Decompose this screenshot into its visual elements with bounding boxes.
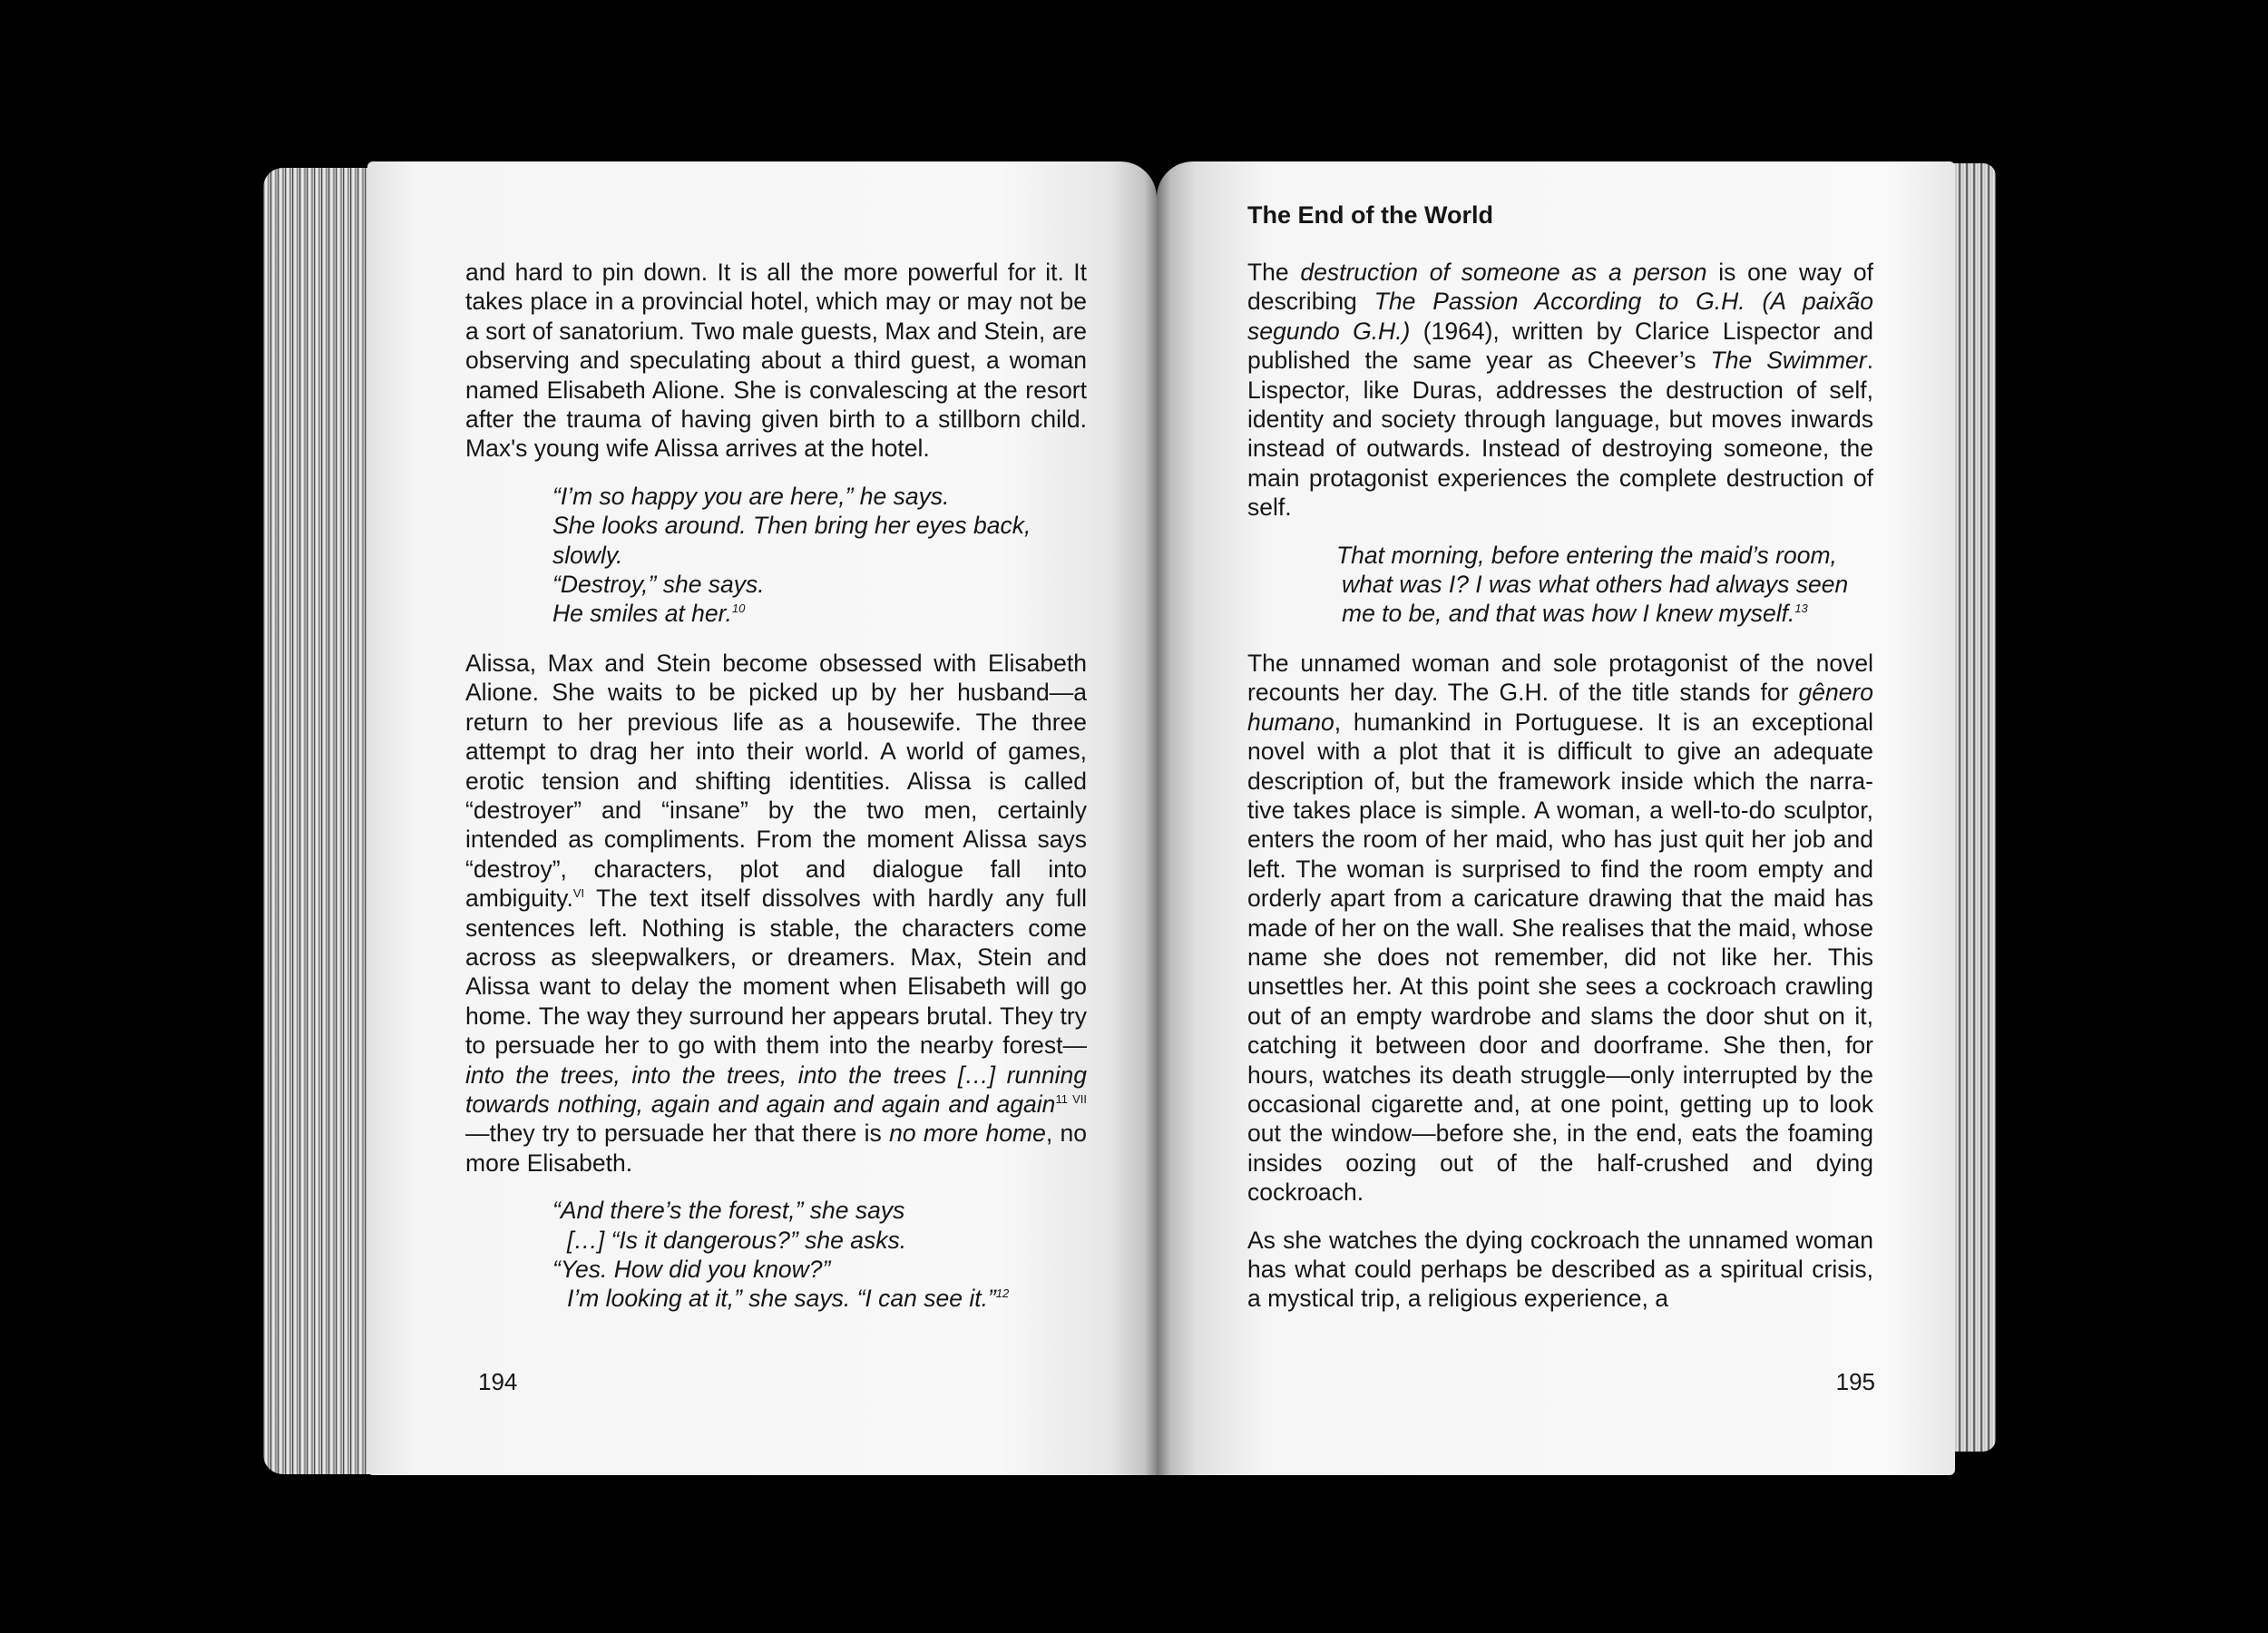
right-quote-line-3-text: me to be, and that was how I knew myself. (1342, 600, 1795, 628)
left-quote-1-line-5 (552, 599, 1087, 628)
left-paragraph-2 (465, 649, 1087, 1178)
left-paragraph-2-italic: into the trees, into the trees, into the trees […] running towards nothing, again and again and again and again (465, 1061, 1087, 1118)
note-vi: VI (572, 886, 585, 901)
left-quote-2-line-2: […] “Is it dangerous?” she asks. (567, 1226, 907, 1254)
running-head: The End of the World (1247, 201, 1493, 229)
right-page-text (1247, 258, 1873, 1332)
left-paragraph-2d: , no more Elisabeth. (465, 1120, 1087, 1177)
right-quote-line-1: That morning, before entering the maid’s room, (1336, 541, 1837, 569)
right-p2-italic: gênero humano (1247, 679, 1873, 736)
right-paragraph-3: As she watches the dying cockroach the unnamed woman has what could perhaps be described as a spiritual crisis, a mystical trip, a religious experience, a (1247, 1226, 1873, 1313)
left-quote-1-line-1: “I’m so happy you are here,” he says. (552, 482, 950, 510)
left-quote-2 (465, 1196, 1087, 1314)
left-paragraph-2a: Alissa, Max and Stein become obsessed with Elisabeth Alione. She waits to be picked up by her husband—a return to her previous life as a housewife. The three attempt to drag her into their world. A world of games, erotic tension and shifting identities. Alissa is called “destroyer” and “insane” by the two men, certainly intended as compliments. From the moment Alissa says “destroy”, characters, plot and dialogue fall into ambiguity. (465, 649, 1087, 913)
right-p2-a: The unnamed woman and sole protagonist of the novel recounts her day. The G.H. of the title stands for (1247, 649, 1873, 707)
right-p2-b: , humankind in Portuguese. It is an exceptional novel with a plot that it is difficult to give an adequate description of, but the framework inside which the narrative takes place is simple. A woman, a well-to-do sculptor, enters the room of her maid, who has just quit her job and left. The woman is surprised to find the room empty and orderly apart from a caricature drawing that the maid has made of her on the wall. She realises that the maid, whose name she does not remember, did not like her. This unsettles her. At this point she sees a cockroach crawling out of an empty wardrobe and slams the door shut on it, catching it between door and doorframe. She then, for hours, watches its death struggle—only interrupted by the occasional cigarette and, at one point, getting up to look out the window—before she, in the end, eats the foaming insides oozing out of the half-crushed and dying cockroach. (1247, 708, 1873, 1207)
left-page (367, 161, 1157, 1475)
left-paragraph-2c: —they try to persuade her that there is (465, 1120, 890, 1148)
left-quote-2-line-1: “And there’s the forest,” she says (552, 1197, 905, 1225)
right-quote-line-3 (1336, 599, 1873, 628)
left-quote-2-line-4 (552, 1284, 1087, 1313)
right-p1-d: . Lispector, like Duras, addresses the destruction of self, identity and society through language, but moves inwards instead of outwards. Instead of destroying someone, the main protagonist experiences the complete destruction of self. (1247, 347, 1873, 522)
right-quote-line-2: what was I? I was what others had always seen (1342, 571, 1849, 599)
left-quote-1-line-4: “Destroy,” she says. (552, 571, 765, 599)
right-paragraph-1 (1247, 258, 1873, 523)
left-quote-1 (465, 482, 1087, 629)
left-quote-1-line-5-text: He smiles at her. (552, 600, 732, 628)
right-p1-italic-3: The Swimmer (1710, 347, 1867, 375)
page-number-right: 195 (1835, 1368, 1875, 1395)
right-p1-italic-2: The Passion According to G.H. (A paixão segundo G.H.) (1247, 288, 1874, 345)
left-page-text (465, 258, 1087, 1334)
note-12: 12 (995, 1286, 1010, 1301)
right-p1-italic-1: destruction of someone as a person (1300, 259, 1707, 286)
left-quote-2-line-3: “Yes. How did you know?” (552, 1256, 831, 1283)
book-gutter (1145, 161, 1170, 1475)
left-quote-1-line-2: She looks around. Then bring her eyes back, (552, 512, 1031, 540)
right-paragraph-2 (1247, 649, 1873, 1208)
note-10: 10 (731, 601, 746, 616)
right-p1-b: is one way of describing (1247, 259, 1873, 316)
page-number-left: 194 (478, 1368, 518, 1395)
right-p1-c: (1964), written by Clarice Lispector and published the same year as Cheever’s (1247, 317, 1874, 375)
note-11: 11 VII (1055, 1092, 1087, 1107)
left-quote-2-line-4-text: I’m looking at it,” she says. “I can see it.” (567, 1285, 996, 1313)
right-page (1157, 161, 1955, 1475)
left-quote-1-line-3: slowly. (552, 541, 623, 569)
right-quote (1247, 541, 1873, 629)
left-paragraph-2-italic-2: no more home (889, 1120, 1046, 1148)
left-paragraph-2b: The text itself dissolves with hardly any full sentences left. Nothing is stable, the characters come across as sleepwalkers, or dreamers. Max, Stein and Alissa want to delay the moment when Elisabeth will go home. The way they surround her appears brutal. They try to persuade her to go with them into the nearby forest— (465, 885, 1087, 1060)
right-p1-a: The (1247, 259, 1301, 286)
note-13: 13 (1794, 601, 1808, 616)
left-page-edges (263, 168, 381, 1474)
left-paragraph-1: and hard to pin down. It is all the more powerful for it. It takes place in a provincial hotel, which may or may not be a sort of sanatorium. Two male guests, Max and Stein, are observing and speculating about a third guest, a woman named Elisabeth Alione. She is convalescing at the resort after the trauma of having given birth to a stillborn child. Max's young wife Alissa arrives at the hotel. (465, 259, 1087, 463)
